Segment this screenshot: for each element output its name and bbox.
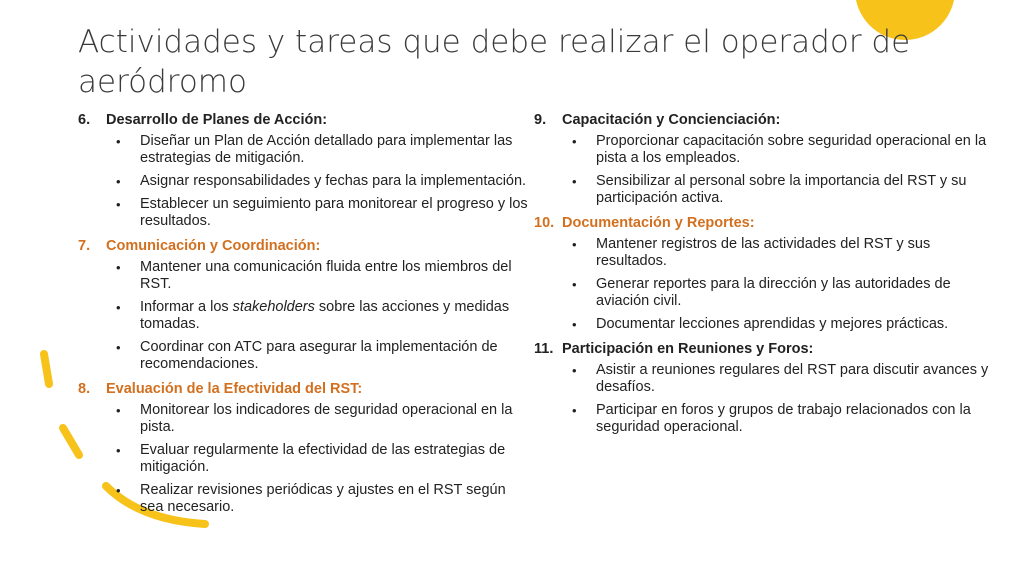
section-title: Comunicación y Coordinación: bbox=[106, 238, 321, 254]
section-title: Participación en Reuniones y Foros: bbox=[562, 341, 814, 357]
bullet-item: • Participar en foros y grupos de trabajo relacionados con la seguridad operacional. bbox=[534, 402, 994, 436]
yellow-stroke-decoration-2 bbox=[63, 428, 79, 455]
section-title: Evaluación de la Efectividad del RST: bbox=[106, 381, 363, 397]
bullet-list bbox=[78, 259, 533, 373]
bullet-list bbox=[534, 362, 994, 436]
bullet-item: • Realizar revisiones periódicas y ajustes en el RST según sea necesario. bbox=[78, 482, 533, 516]
section-number: 6. bbox=[78, 112, 91, 128]
left-column bbox=[78, 111, 533, 523]
bullet-item: • Asignar responsabilidades y fechas para la implementación. bbox=[78, 173, 533, 190]
section-number: 11. bbox=[534, 341, 554, 357]
section-title: Documentación y Reportes: bbox=[562, 215, 755, 231]
section-heading bbox=[534, 340, 994, 358]
section-heading bbox=[534, 214, 994, 232]
section-heading bbox=[78, 380, 533, 398]
bullet-item: • Diseñar un Plan de Acción detallado para implementar las estrategias de mitigación. bbox=[78, 133, 533, 167]
bullet-list bbox=[78, 133, 533, 230]
bullet-item: • Evaluar regularmente la efectividad de las estrategias de mitigación. bbox=[78, 442, 533, 476]
page-title: Actividades y tareas que debe realizar el operador de aeródromo bbox=[78, 24, 911, 100]
section bbox=[534, 214, 994, 333]
italic-term: stakeholders bbox=[232, 299, 315, 315]
section-heading bbox=[534, 111, 994, 129]
section-heading bbox=[78, 237, 533, 255]
bullet-item: • Coordinar con ATC para asegurar la implementación de recomendaciones. bbox=[78, 339, 533, 373]
section-number: 8. bbox=[78, 381, 91, 397]
bullet-item: • Generar reportes para la dirección y las autoridades de aviación civil. bbox=[534, 276, 994, 310]
section bbox=[78, 237, 533, 373]
bullet-item: • Informar a los stakeholders sobre las acciones y medidas tomadas. bbox=[78, 299, 533, 333]
bullet-item: • Asistir a reuniones regulares del RST para discutir avances y desafíos. bbox=[534, 362, 994, 396]
yellow-stroke-decoration-1 bbox=[44, 354, 49, 384]
bullet-item: • Mantener registros de las actividades del RST y sus resultados. bbox=[534, 236, 994, 270]
section-title: Desarrollo de Planes de Acción: bbox=[106, 112, 328, 128]
right-column bbox=[534, 111, 994, 443]
bullet-item: • Sensibilizar al personal sobre la importancia del RST y su participación activa. bbox=[534, 173, 994, 207]
bullet-list bbox=[78, 402, 533, 516]
bullet-item: • Proporcionar capacitación sobre seguridad operacional en la pista a los empleados. bbox=[534, 133, 994, 167]
bullet-list bbox=[534, 133, 994, 207]
section-heading bbox=[78, 111, 533, 129]
bullet-item: • Mantener una comunicación fluida entre los miembros del RST. bbox=[78, 259, 533, 293]
section-number: 9. bbox=[534, 112, 547, 128]
bullet-list bbox=[534, 236, 994, 333]
section bbox=[78, 111, 533, 230]
section bbox=[534, 340, 994, 436]
section bbox=[534, 111, 994, 207]
section-number: 10. bbox=[534, 215, 555, 231]
bullet-item: • Monitorear los indicadores de seguridad operacional en la pista. bbox=[78, 402, 533, 436]
section-number: 7. bbox=[78, 238, 91, 254]
section bbox=[78, 380, 533, 516]
bullet-item: • Establecer un seguimiento para monitorear el progreso y los resultados. bbox=[78, 196, 533, 230]
section-title: Capacitación y Concienciación: bbox=[562, 112, 781, 128]
bullet-item: • Documentar lecciones aprendidas y mejores prácticas. bbox=[534, 316, 994, 333]
